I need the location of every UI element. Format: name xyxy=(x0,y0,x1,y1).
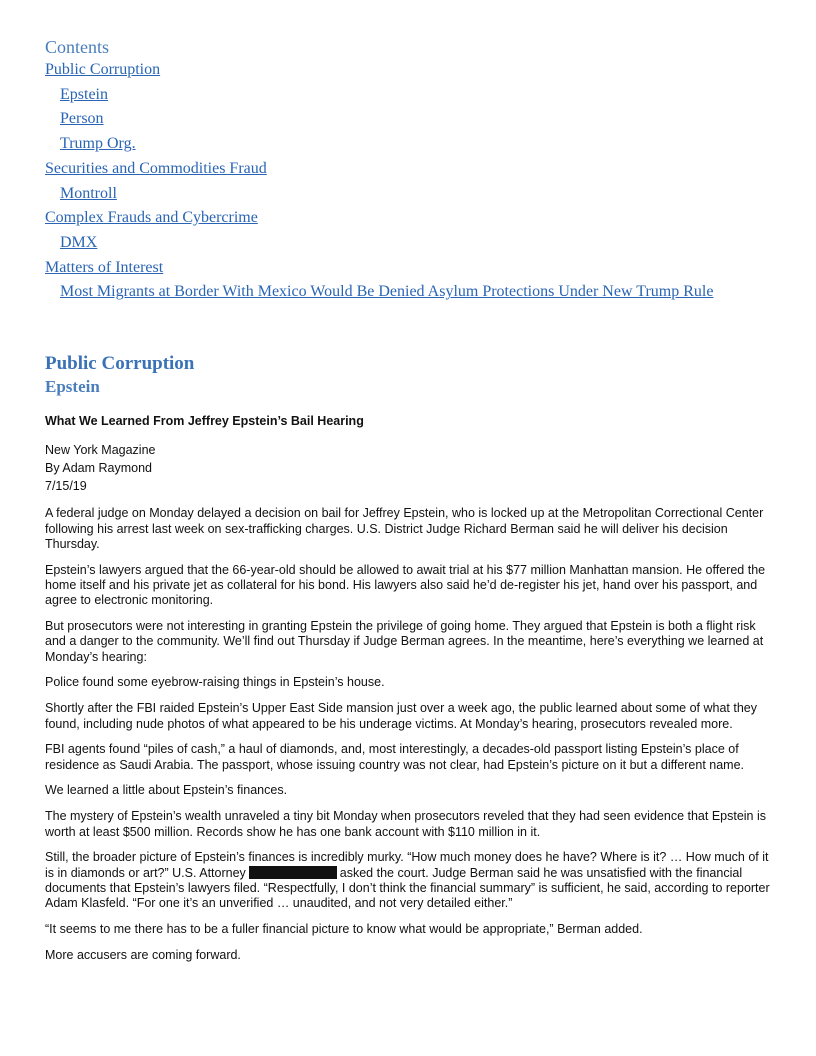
redaction-block xyxy=(249,866,337,879)
section-heading: Public Corruption xyxy=(45,353,195,374)
article-paragraph: A federal judge on Monday delayed a decision on bail for Jeffrey Epstein, who is locked up at the Metropolitan Correctional Center following his arrest last week on sex-trafficking charges. U.S. District Judge Richard Berman said he will deliver his decision Thursday. xyxy=(45,506,764,551)
toc-link-complex-frauds[interactable]: Complex Frauds and Cybercrime xyxy=(45,209,258,227)
article-paragraph: Police found some eyebrow-raising things in Epstein’s house. xyxy=(45,675,385,690)
toc-link-trump-org[interactable]: Trump Org. xyxy=(60,135,136,153)
article-paragraph: Shortly after the FBI raided Epstein’s Upper East Side mansion just over a week ago, the public learned about some of what they found, including nude photos of what appeared to be his underage victims. At Monday’s hearing, prosecutors revealed more. xyxy=(45,701,757,731)
table-of-contents xyxy=(45,38,775,305)
article-byline: By Adam Raymond xyxy=(45,461,152,476)
redacted-para-after: asked the court. Judge Berman said he was unsatisfied with the financial documents that Epstein’s lawyers filed. “Respectfully, I don’t think the financial summary” is sufficient, he said, according to reporter Adam Klasfeld. “For one it’s an unverified … unaudited, and not very detailed either.” xyxy=(45,865,770,911)
article-paragraph: More accusers are coming forward. xyxy=(45,947,241,962)
article-title: What We Learned From Jeffrey Epstein’s Bail Hearing xyxy=(45,414,364,428)
article-paragraph: We learned a little about Epstein’s finances. xyxy=(45,783,288,798)
article-source: New York Magazine xyxy=(45,443,156,458)
article-meta xyxy=(45,441,775,495)
article xyxy=(45,414,775,974)
toc-link-matters-of-interest[interactable]: Matters of Interest xyxy=(45,258,164,276)
toc-link-securities-fraud[interactable]: Securities and Commodities Fraud xyxy=(45,159,267,177)
toc-title: Contents xyxy=(45,37,110,57)
article-paragraph: Epstein’s lawyers argued that the 66-year-old should be allowed to await trial at his $77 million Manhattan mansion. He offered the home itself and his private jet as collateral for his bond. His lawyers also said he’d de-register his jet, hand over his passport, and agree to electronic monitoring. xyxy=(45,562,766,608)
article-paragraph: FBI agents found “piles of cash,” a haul of diamonds, and, most interestingly, a decades-old passport listing Epstein’s place of residence as Saudi Arabia. The passport, whose issuing country was not clear, had Epstein’s picture on it but a different name. xyxy=(45,742,745,772)
toc-link-person[interactable]: Person xyxy=(60,110,104,128)
article-paragraph: “It seems to me there has to be a fuller financial picture to know what would be appropriate,” Berman added. xyxy=(45,922,643,937)
article-paragraph: But prosecutors were not interesting in granting Epstein the privilege of going home. They argued that Epstein is both a flight risk and a danger to the community. We’ll find out Thursday if Judge Berman agrees. In the meantime, here’s everything we learned at Monday’s hearing: xyxy=(45,619,764,664)
redacted-para-before: Still, the broader picture of Epstein’s finances is incredibly murky. “How much money does he have? Where is it? … How much of it is in diamonds or art?” U.S. Attorney xyxy=(45,850,769,880)
article-paragraph-redacted xyxy=(45,850,775,911)
toc-link-public-corruption[interactable]: Public Corruption xyxy=(45,61,161,78)
section-subheading: Epstein xyxy=(45,377,100,396)
toc-link-montroll[interactable]: Montroll xyxy=(60,184,117,202)
toc-link-epstein[interactable]: Epstein xyxy=(60,85,108,103)
document-page xyxy=(45,37,775,962)
toc-link-dmx[interactable]: DMX xyxy=(60,233,98,251)
toc-link-migrants-article[interactable]: Most Migrants at Border With Mexico Would Be Denied Asylum Protections Under New Trump Rule xyxy=(60,283,714,301)
article-paragraph: The mystery of Epstein’s wealth unraveled a tiny bit Monday when prosecutors reveled that they had seen evidence that Epstein is worth at least $500 million. Records show he has one bank account with $110 million in it. xyxy=(45,809,767,839)
article-date: 7/15/19 xyxy=(45,479,87,494)
